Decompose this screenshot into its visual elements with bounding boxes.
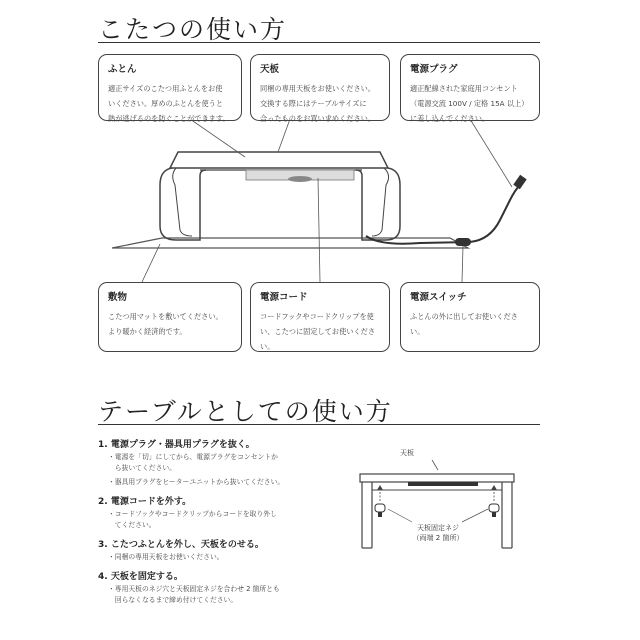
- diagram-label-fixing-screw: 天板固定ネジ （両端 2 箇所）: [412, 524, 464, 542]
- step-heading: 3. こたつふとんを外し、天板をのせる。: [98, 540, 264, 550]
- section-title-table-usage: テーブルとしての使い方: [98, 397, 393, 426]
- info-box-body: 適正サイズのこたつ用ふとんをお使 いください。厚めのふとんを使うと 熱が逃げるのを防ぐことができます。: [108, 84, 230, 123]
- step-heading: 2. 電源コードを外す。: [98, 497, 192, 507]
- info-box-body: こたつ用マットを敷いてください。 より暖かく経済的です。: [108, 312, 223, 336]
- step-note: ・同梱の専用天板をお使いください。: [108, 553, 224, 561]
- info-box-title: 電源コード: [260, 292, 308, 303]
- info-box-body: 同梱の専用天板をお使いください。 交換する際にはテーブルサイズに 合ったものをお買い求めください。: [260, 84, 376, 123]
- step-note: ・器具用プラグをヒーターユニットから抜いてください。: [108, 478, 285, 486]
- step-note: ・電源を「切」にしてから、電源プラグをコンセントか ら抜いてください。: [108, 453, 278, 472]
- diagram-label-tabletop: 天板: [400, 449, 414, 457]
- info-box-title: 天板: [260, 64, 280, 75]
- info-box-title: ふとん: [108, 64, 137, 75]
- info-box-body: ふとんの外に出してお使いください。: [410, 312, 518, 336]
- info-box-title: 敷物: [108, 292, 128, 303]
- step-heading: 4. 天板を固定する。: [98, 572, 183, 582]
- info-box-title: 電源プラグ: [410, 64, 458, 75]
- step-note: ・専用天板のネジ穴と天板固定ネジを合わせ 2 箇所とも 回らなくなるまで締め付けてください。: [108, 585, 280, 604]
- section-title-kotatsu-usage: こたつの使い方: [98, 15, 288, 44]
- info-box-title: 電源スイッチ: [410, 292, 467, 303]
- info-box-body: コードフックやコードクリップを使 い、こたつに固定してお使いください。: [260, 312, 376, 351]
- info-box-body: 適正配線された家庭用コンセント （電源交流 100V / 定格 15A 以上） に差し込んでください。: [410, 84, 529, 123]
- step-heading: 1. 電源プラグ・器具用プラグを抜く。: [98, 440, 255, 450]
- step-note: ・コードフックやコードクリップからコードを取り外し てください。: [108, 510, 277, 529]
